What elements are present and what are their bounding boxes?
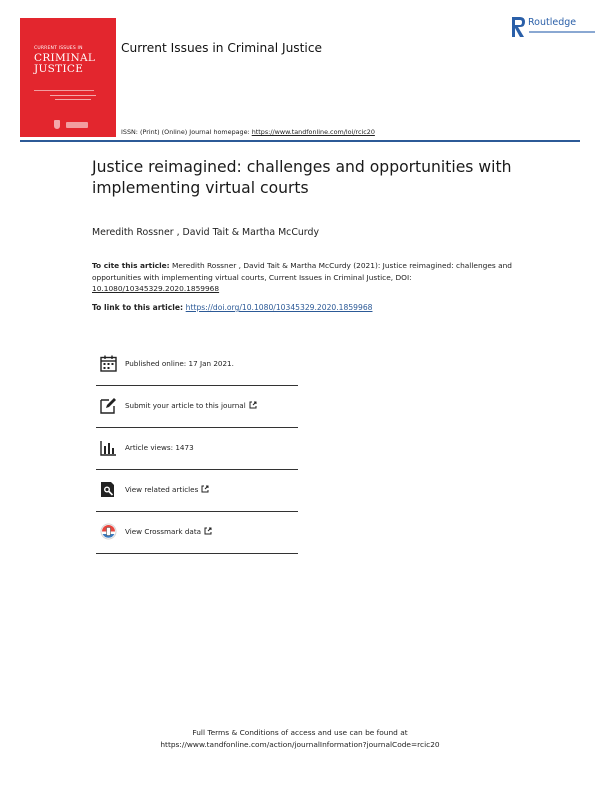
cover-text-line (55, 99, 91, 100)
cover-small-title: CURRENT ISSUES IN (34, 46, 83, 51)
bar-chart-icon (100, 439, 117, 456)
submit-article-link[interactable]: Submit your article to this journal (125, 401, 246, 410)
journal-title: Current Issues in Criminal Justice (121, 41, 323, 55)
cover-text-line (50, 95, 96, 96)
cover-main-title: CRIMINAL JUSTICE (34, 52, 96, 75)
article-title: Justice reimagined: challenges and opportunities with implementing virtual courts (92, 158, 512, 197)
published-online-item (96, 344, 298, 386)
doi-link[interactable]: 10.1080/10345329.2020.1859968 (92, 284, 220, 293)
calendar-icon (100, 355, 117, 372)
header-divider (20, 140, 580, 142)
citation-text: Meredith Rossner , David Tait & Martha McCurdy (2021): Justice reimagined: challenges and opportunities with implementing virtual courts, Current Issues in Criminal Justice, DOI: (92, 261, 512, 282)
article-info-list (96, 344, 298, 554)
journal-cover (20, 18, 116, 137)
external-link-icon (204, 527, 212, 535)
terms-footer-line: Full Terms & Conditions of access and use can be found at (192, 728, 408, 737)
publisher-tagline (529, 31, 595, 33)
external-link-icon (201, 485, 209, 493)
cover-publisher-logo (66, 122, 88, 128)
article-views-item (96, 428, 298, 470)
article-doi-url[interactable]: https://doi.org/10.1080/10345329.2020.1859968 (185, 303, 373, 312)
journal-homepage-link[interactable]: https://www.tandfonline.com/loi/rcic20 (251, 128, 375, 136)
related-articles-link[interactable]: View related articles (125, 485, 199, 494)
crossmark-icon (100, 523, 117, 540)
cover-crest-icon (54, 120, 60, 129)
article-link-label: To link to this article: (92, 303, 186, 312)
related-articles-item[interactable] (96, 470, 298, 512)
citation-block (92, 260, 532, 295)
publisher-logo (512, 16, 596, 42)
crossmark-link[interactable]: View Crossmark data (125, 527, 202, 536)
published-online-text: Published online: 17 Jan 2021. (125, 359, 234, 368)
citation-label: To cite this article: (92, 261, 170, 270)
submit-article-item[interactable] (96, 386, 298, 428)
journal-information-link[interactable]: https://www.tandfonline.com/action/journalInformation?journalCode=rcic20 (160, 739, 440, 749)
article-link-row (92, 303, 372, 312)
edit-icon (100, 397, 117, 414)
issn-line: ISSN: (Print) (Online) Journal homepage: https://www.tandfonline.com/loi/rcic20 (121, 128, 375, 136)
terms-footer (0, 727, 600, 750)
crossmark-item[interactable] (96, 512, 298, 554)
search-document-icon (100, 481, 117, 498)
external-link-icon (249, 401, 257, 409)
cover-divider (34, 90, 94, 91)
routledge-r-icon (512, 16, 526, 38)
article-views-text: Article views: 1473 (125, 443, 194, 452)
article-authors: Meredith Rossner , David Tait & Martha McCurdy (92, 227, 319, 238)
publisher-name: Routledge (528, 17, 577, 28)
